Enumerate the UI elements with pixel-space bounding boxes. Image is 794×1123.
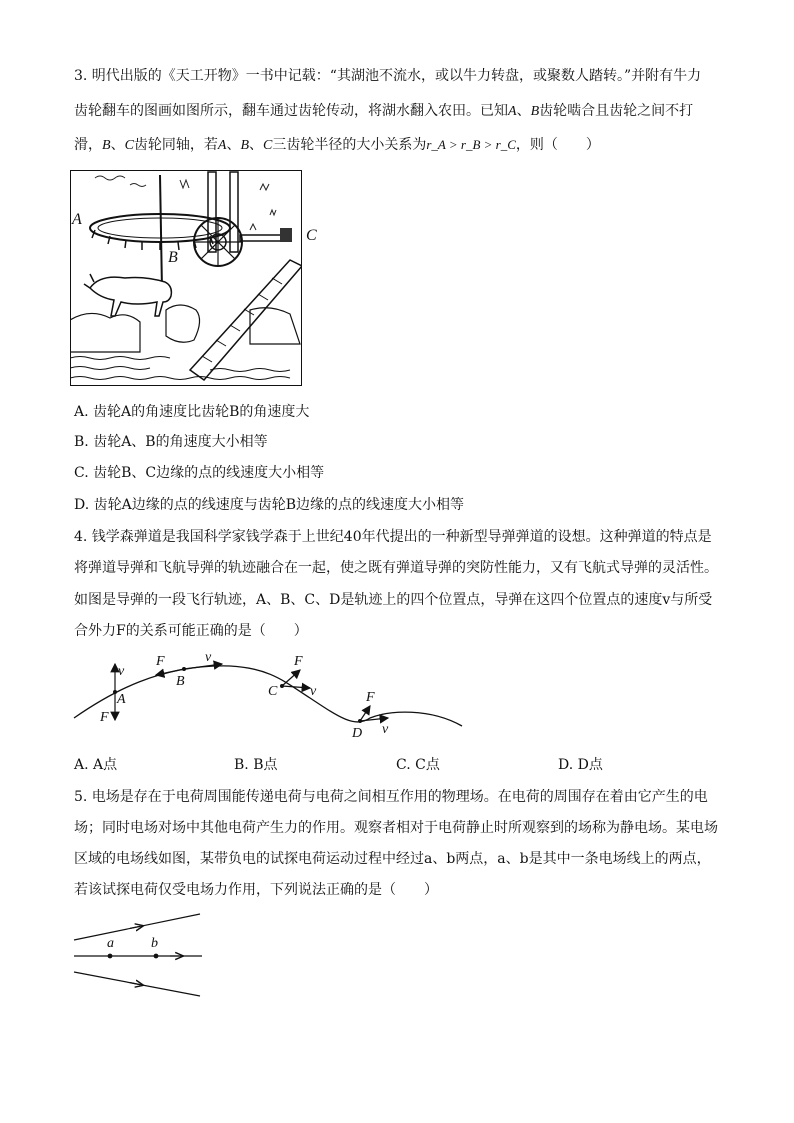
q3-line1: 3. 明代出版的《天工开物》一书中记载：“其湖池不流水，或以牛力转盘，或聚数人踏转。”并附有牛力 — [74, 68, 702, 84]
waterwheel-illustration — [70, 170, 317, 386]
q3-option-b[interactable]: B. 齿轮A、B的角速度大小相等 — [74, 434, 268, 450]
q4-line1: 4. 钱学森弹道是我国科学家钱学森于上世纪40年代提出的一种新型导弹弹道的设想。这种弹道的特点是 — [74, 529, 712, 545]
point-a-dot — [108, 954, 113, 959]
q4-option-a[interactable]: A. A点 — [74, 757, 118, 773]
trajectory-figure: v A F F v B F v C F v D — [70, 648, 470, 748]
q5-line2: 场；同时电场对场中其他电荷产生力的作用。观察者相对于电荷静止时所观察到的场称为静电场。某电场 — [74, 820, 718, 836]
q3-option-d[interactable]: D. 齿轮A边缘的点的线速度与齿轮B边缘的点的线速度大小相等 — [74, 497, 465, 513]
q3-option-a[interactable]: A. 齿轮A的角速度比齿轮B的角速度大 — [74, 404, 310, 420]
point-b-label: b — [151, 936, 158, 951]
q5-line1: 5. 电场是存在于电荷周围能传递电荷与电荷之间相互作用的物理场。在电荷的周围存在着由它产生的电 — [74, 789, 708, 805]
q3-line2: 齿轮翻车的图画如图所示，翻车通过齿轮传动，将湖水翻入农田。已知A、B齿轮啮合且齿轮之间不打 — [74, 103, 694, 119]
q5-line3: 区域的电场线如图，某带负电的试探电荷运动过程中经过a、b两点，a、b是其中一条电场线上的两点， — [74, 851, 711, 867]
radius-relation: r_A > r_B > r_C — [426, 137, 516, 152]
q4-option-b[interactable]: B. B点 — [234, 757, 278, 773]
q4-option-d[interactable]: D. D点 — [558, 757, 603, 773]
point-c-label: C — [268, 684, 278, 699]
gear-label-a: A — [72, 211, 82, 228]
q3-line2-tail: 齿轮啮合且齿轮之间不打 — [539, 103, 694, 119]
gear-label-c: C — [306, 227, 317, 244]
q4-option-c[interactable]: C. C点 — [396, 757, 440, 773]
q5-line4: 若该试探电荷仅受电场力作用，下列说法正确的是（ ） — [74, 882, 438, 898]
q4-line3: 如图是导弹的一段飞行轨迹，A、B、C、D是轨迹上的四个位置点，导弹在这四个位置点的速度v与所受 — [74, 592, 713, 608]
point-b-label: B — [176, 674, 185, 689]
q4-line2: 将弹道导弹和飞航导弹的轨迹融合在一起，使之既有弹道导弹的突防性能力，又有飞航式导弹的灵活性。 — [74, 560, 718, 576]
point-a-label: a — [107, 936, 114, 951]
q3-line2-head: 齿轮翻车的图画如图所示，翻车通过齿轮传动，将湖水翻入农田。已知 — [74, 103, 508, 119]
field-lines-svg — [70, 908, 210, 1003]
q3-option-c[interactable]: C. 齿轮B、C边缘的点的线速度大小相等 — [74, 465, 325, 481]
waterwheel-drawing — [70, 170, 302, 386]
field-lines-figure — [70, 908, 210, 1003]
point-a-label: A — [117, 692, 126, 707]
point-d-label: D — [352, 726, 363, 741]
gear-label-b: B — [168, 249, 178, 266]
q4-line4: 合外力F的关系可能正确的是（ ） — [74, 623, 308, 639]
point-b-dot — [154, 954, 159, 959]
q3-line3: 滑，B、C齿轮同轴，若A、B、C三齿轮半径的大小关系为r_A > r_B > r_C，则（ ） — [74, 137, 600, 153]
